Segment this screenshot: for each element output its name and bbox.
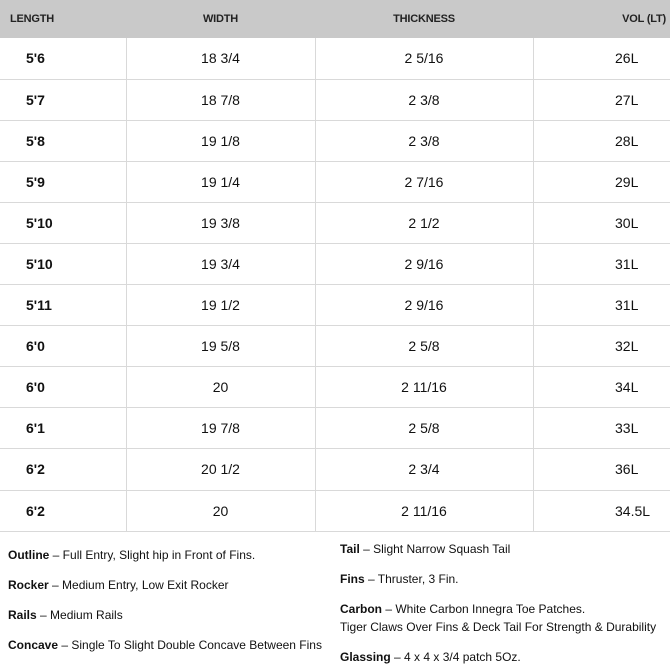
cell-thickness: 2 5/8 <box>315 408 533 449</box>
table-row <box>0 285 670 326</box>
cell-volume <box>533 38 670 79</box>
cell-thickness: 2 5/16 <box>315 38 533 79</box>
table-row <box>0 449 670 490</box>
table-row <box>0 243 670 284</box>
cell-length: 6'0 <box>0 326 126 367</box>
cell-thickness: 2 7/16 <box>315 161 533 202</box>
spec-fins <box>340 572 459 586</box>
cell-thickness: 2 3/4 <box>315 449 533 490</box>
spec-outline-label: Outline <box>8 547 50 562</box>
table-row <box>0 161 670 202</box>
table-body <box>0 38 670 531</box>
spec-glassing-text: – 4 x 4 x 3/4 patch 5Oz. <box>390 649 521 664</box>
cell-length: 6'0 <box>0 367 126 408</box>
spec-outline <box>8 548 255 562</box>
cell-volume-value: 36L <box>615 461 639 478</box>
cell-volume <box>533 202 670 243</box>
cell-volume-value: 28L <box>615 132 639 149</box>
spec-tail-text: – Slight Narrow Squash Tail <box>359 541 511 556</box>
cell-volume <box>533 120 670 161</box>
cell-volume <box>533 367 670 408</box>
cell-width: 19 3/4 <box>126 243 315 284</box>
cell-thickness: 2 5/8 <box>315 326 533 367</box>
spec-fins-label: Fins <box>340 571 365 586</box>
spec-glassing <box>340 650 521 664</box>
header-width: WIDTH <box>202 13 239 25</box>
cell-length: 5'7 <box>0 79 126 120</box>
spec-rails <box>8 608 123 622</box>
spec-concave-label: Concave <box>8 637 59 652</box>
cell-volume-value: 34L <box>615 379 639 396</box>
cell-volume <box>533 285 670 326</box>
spec-tail-label: Tail <box>340 541 360 556</box>
cell-length: 6'2 <box>0 449 126 490</box>
cell-thickness: 2 9/16 <box>315 285 533 326</box>
cell-thickness: 2 3/8 <box>315 79 533 120</box>
cell-width: 19 3/8 <box>126 202 315 243</box>
spec-rocker <box>8 578 229 592</box>
table-row <box>0 38 670 79</box>
cell-volume <box>533 449 670 490</box>
cell-width: 19 1/2 <box>126 285 315 326</box>
spec-carbon-line2: Tiger Claws Over Fins & Deck Tail For Strength & Durability <box>340 619 657 634</box>
cell-thickness: 2 11/16 <box>315 367 533 408</box>
cell-volume <box>533 243 670 284</box>
spec-glassing-label: Glassing <box>340 649 391 664</box>
cell-volume <box>533 490 670 531</box>
cell-length: 5'10 <box>0 243 126 284</box>
cell-length: 5'11 <box>0 285 126 326</box>
cell-volume <box>533 408 670 449</box>
cell-thickness: 2 9/16 <box>315 243 533 284</box>
spec-fins-text: – Thruster, 3 Fin. <box>364 571 459 586</box>
cell-width: 20 <box>126 367 315 408</box>
cell-volume <box>533 326 670 367</box>
cell-length: 5'6 <box>0 38 126 79</box>
spec-outline-text: – Full Entry, Slight hip in Front of Fins. <box>49 547 256 562</box>
table-row <box>0 367 670 408</box>
cell-volume-value: 30L <box>615 214 639 231</box>
spec-carbon-text: – White Carbon Innegra Toe Patches. <box>382 601 586 616</box>
spec-concave <box>8 638 322 652</box>
spec-carbon-label: Carbon <box>340 601 382 616</box>
cell-length: 6'2 <box>0 490 126 531</box>
board-specs <box>0 532 670 672</box>
spec-carbon <box>340 602 585 616</box>
cell-volume-value: 33L <box>615 420 639 437</box>
cell-volume-value: 29L <box>615 173 639 190</box>
cell-volume-value: 27L <box>615 91 639 108</box>
cell-volume <box>533 79 670 120</box>
cell-length: 5'9 <box>0 161 126 202</box>
spec-rails-text: – Medium Rails <box>36 607 123 622</box>
spec-rails-label: Rails <box>8 607 37 622</box>
cell-thickness: 2 3/8 <box>315 120 533 161</box>
header-thickness: THICKNESS <box>393 13 455 25</box>
spec-rocker-text: – Medium Entry, Low Exit Rocker <box>48 577 229 592</box>
cell-width: 19 5/8 <box>126 326 315 367</box>
spec-rocker-label: Rocker <box>8 577 49 592</box>
header-length: LENGTH <box>10 13 55 25</box>
cell-length: 5'10 <box>0 202 126 243</box>
cell-width: 18 3/4 <box>126 38 315 79</box>
table-row <box>0 120 670 161</box>
cell-width: 19 1/4 <box>126 161 315 202</box>
cell-volume-value: 31L <box>615 297 639 314</box>
cell-width: 20 <box>126 490 315 531</box>
table-row <box>0 79 670 120</box>
cell-thickness: 2 11/16 <box>315 490 533 531</box>
table-header-row <box>0 0 670 38</box>
cell-volume-value: 26L <box>615 50 639 67</box>
cell-length: 6'1 <box>0 408 126 449</box>
cell-width: 20 1/2 <box>126 449 315 490</box>
cell-thickness: 2 1/2 <box>315 202 533 243</box>
cell-width: 19 1/8 <box>126 120 315 161</box>
cell-volume-value: 32L <box>615 338 639 355</box>
spec-tail <box>340 542 510 556</box>
cell-volume-value: 34.5L <box>615 502 651 519</box>
table-row <box>0 326 670 367</box>
cell-volume <box>533 161 670 202</box>
header-volume: VOL (LT) <box>622 13 666 25</box>
cell-length: 5'8 <box>0 120 126 161</box>
table-row <box>0 408 670 449</box>
table-row <box>0 202 670 243</box>
cell-volume-value: 31L <box>615 256 639 273</box>
spec-concave-text: – Single To Slight Double Concave Between Fins <box>58 637 322 652</box>
cell-width: 19 7/8 <box>126 408 315 449</box>
table-row <box>0 490 670 531</box>
cell-width: 18 7/8 <box>126 79 315 120</box>
